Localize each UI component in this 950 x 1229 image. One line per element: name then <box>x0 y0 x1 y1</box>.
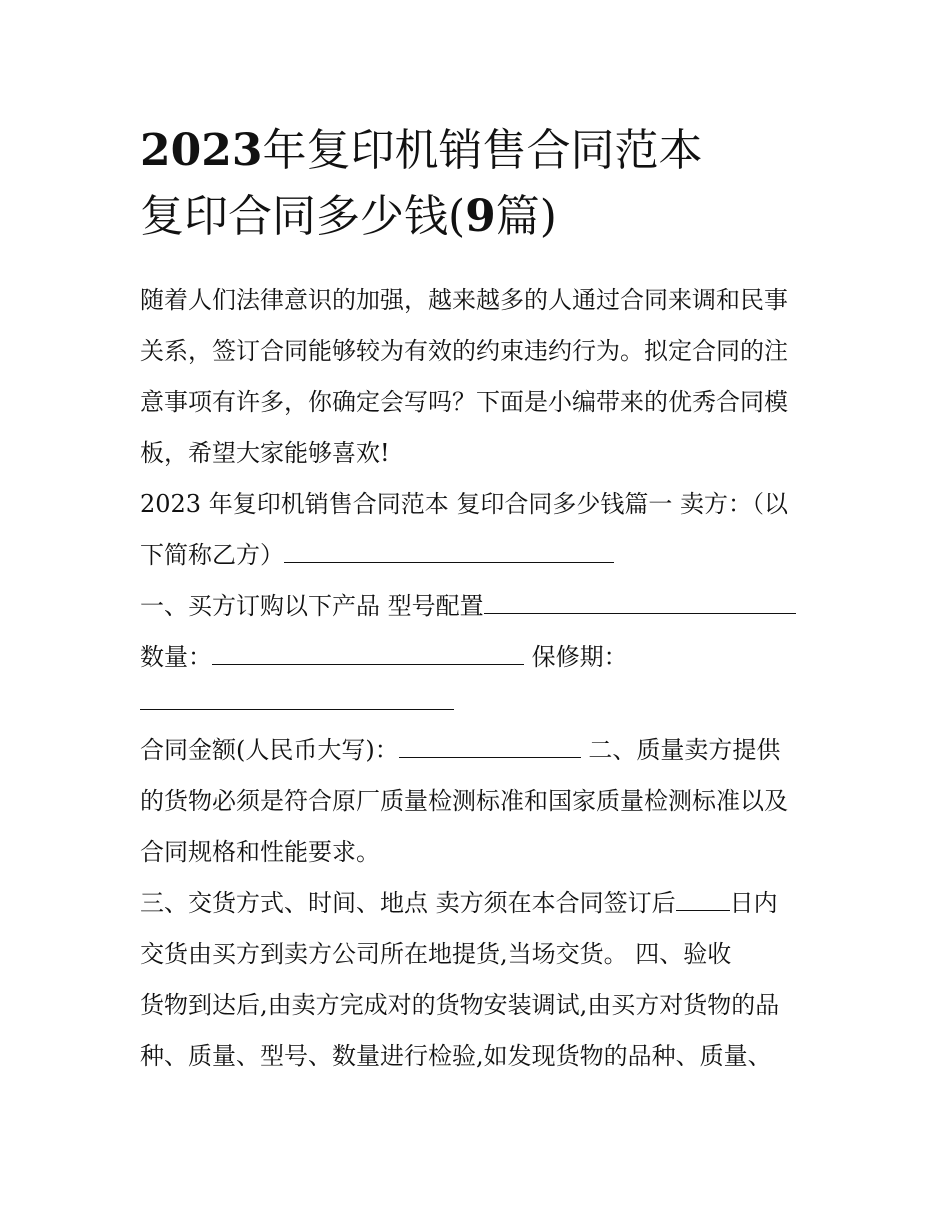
delivery-line-2: 交货由买方到卖方公司所在地提货,当场交货。 四、验收 <box>140 940 732 968</box>
intro-line-4: 板，希望大家能够喜欢! <box>140 439 390 467</box>
section1-line-2 <box>140 540 614 570</box>
amount-line <box>140 735 780 765</box>
quality-line-3: 合同规格和性能要求。 <box>140 838 380 866</box>
document-title <box>140 118 830 250</box>
delivery-text-a-end: 日内 <box>729 889 778 917</box>
inspect-line-2: 种、质量、型号、数量进行检验,如发现货物的品种、质量、 <box>140 1042 772 1070</box>
amount-blank <box>399 735 581 758</box>
delivery-text-a: 三、交货方式、时间、地点 卖方须在本合同签订后 <box>140 889 676 917</box>
warranty-line <box>140 687 454 717</box>
title-line-2 <box>140 184 830 250</box>
delivery-line-1 <box>140 888 778 918</box>
seller-label: 下简称乙方） <box>140 541 284 569</box>
quantity-line <box>140 642 628 672</box>
section1-line-1: 2023 年复印机销售合同范本 复印合同多少钱篇一 卖方：（以 <box>140 490 788 518</box>
inspect-line-1: 货物到达后,由卖方完成对的货物安装调试,由买方对货物的品 <box>140 991 780 1019</box>
amount-label: 合同金额(人民币大写)： <box>140 736 399 764</box>
seller-blank <box>284 540 614 563</box>
quantity-label: 数量： <box>140 643 212 671</box>
title-count: 9 <box>465 191 496 242</box>
quality-text-a: 二、质量卖方提供 <box>580 736 781 764</box>
quantity-blank <box>212 642 524 665</box>
item1-line <box>140 591 796 621</box>
intro-line-1: 随着人们法律意识的加强，越来越多的人通过合同来调和民事 <box>140 286 788 314</box>
title-line-1-text: 年复印机销售合同范本 <box>262 125 703 176</box>
item1-label: 一、买方订购以下产品 型号配置 <box>140 592 484 620</box>
quality-line-2: 的货物必须是符合原厂质量检测标准和国家质量检测标准以及 <box>140 787 788 815</box>
model-config-blank <box>484 591 796 614</box>
title-line-2-text: 复印合同多少钱( <box>140 191 466 242</box>
title-line-2-end: 篇) <box>495 191 557 242</box>
title-line-1 <box>140 118 830 184</box>
delivery-days-blank <box>676 888 730 911</box>
warranty-blank <box>140 687 454 710</box>
intro-line-3: 意事项有许多，你确定会写吗？下面是小编带来的优秀合同模 <box>140 388 788 416</box>
warranty-label: 保修期： <box>524 643 628 671</box>
title-year: 2023 <box>140 125 263 176</box>
intro-line-2: 关系，签订合同能够较为有效的约束违约行为。拟定合同的注 <box>140 337 788 365</box>
